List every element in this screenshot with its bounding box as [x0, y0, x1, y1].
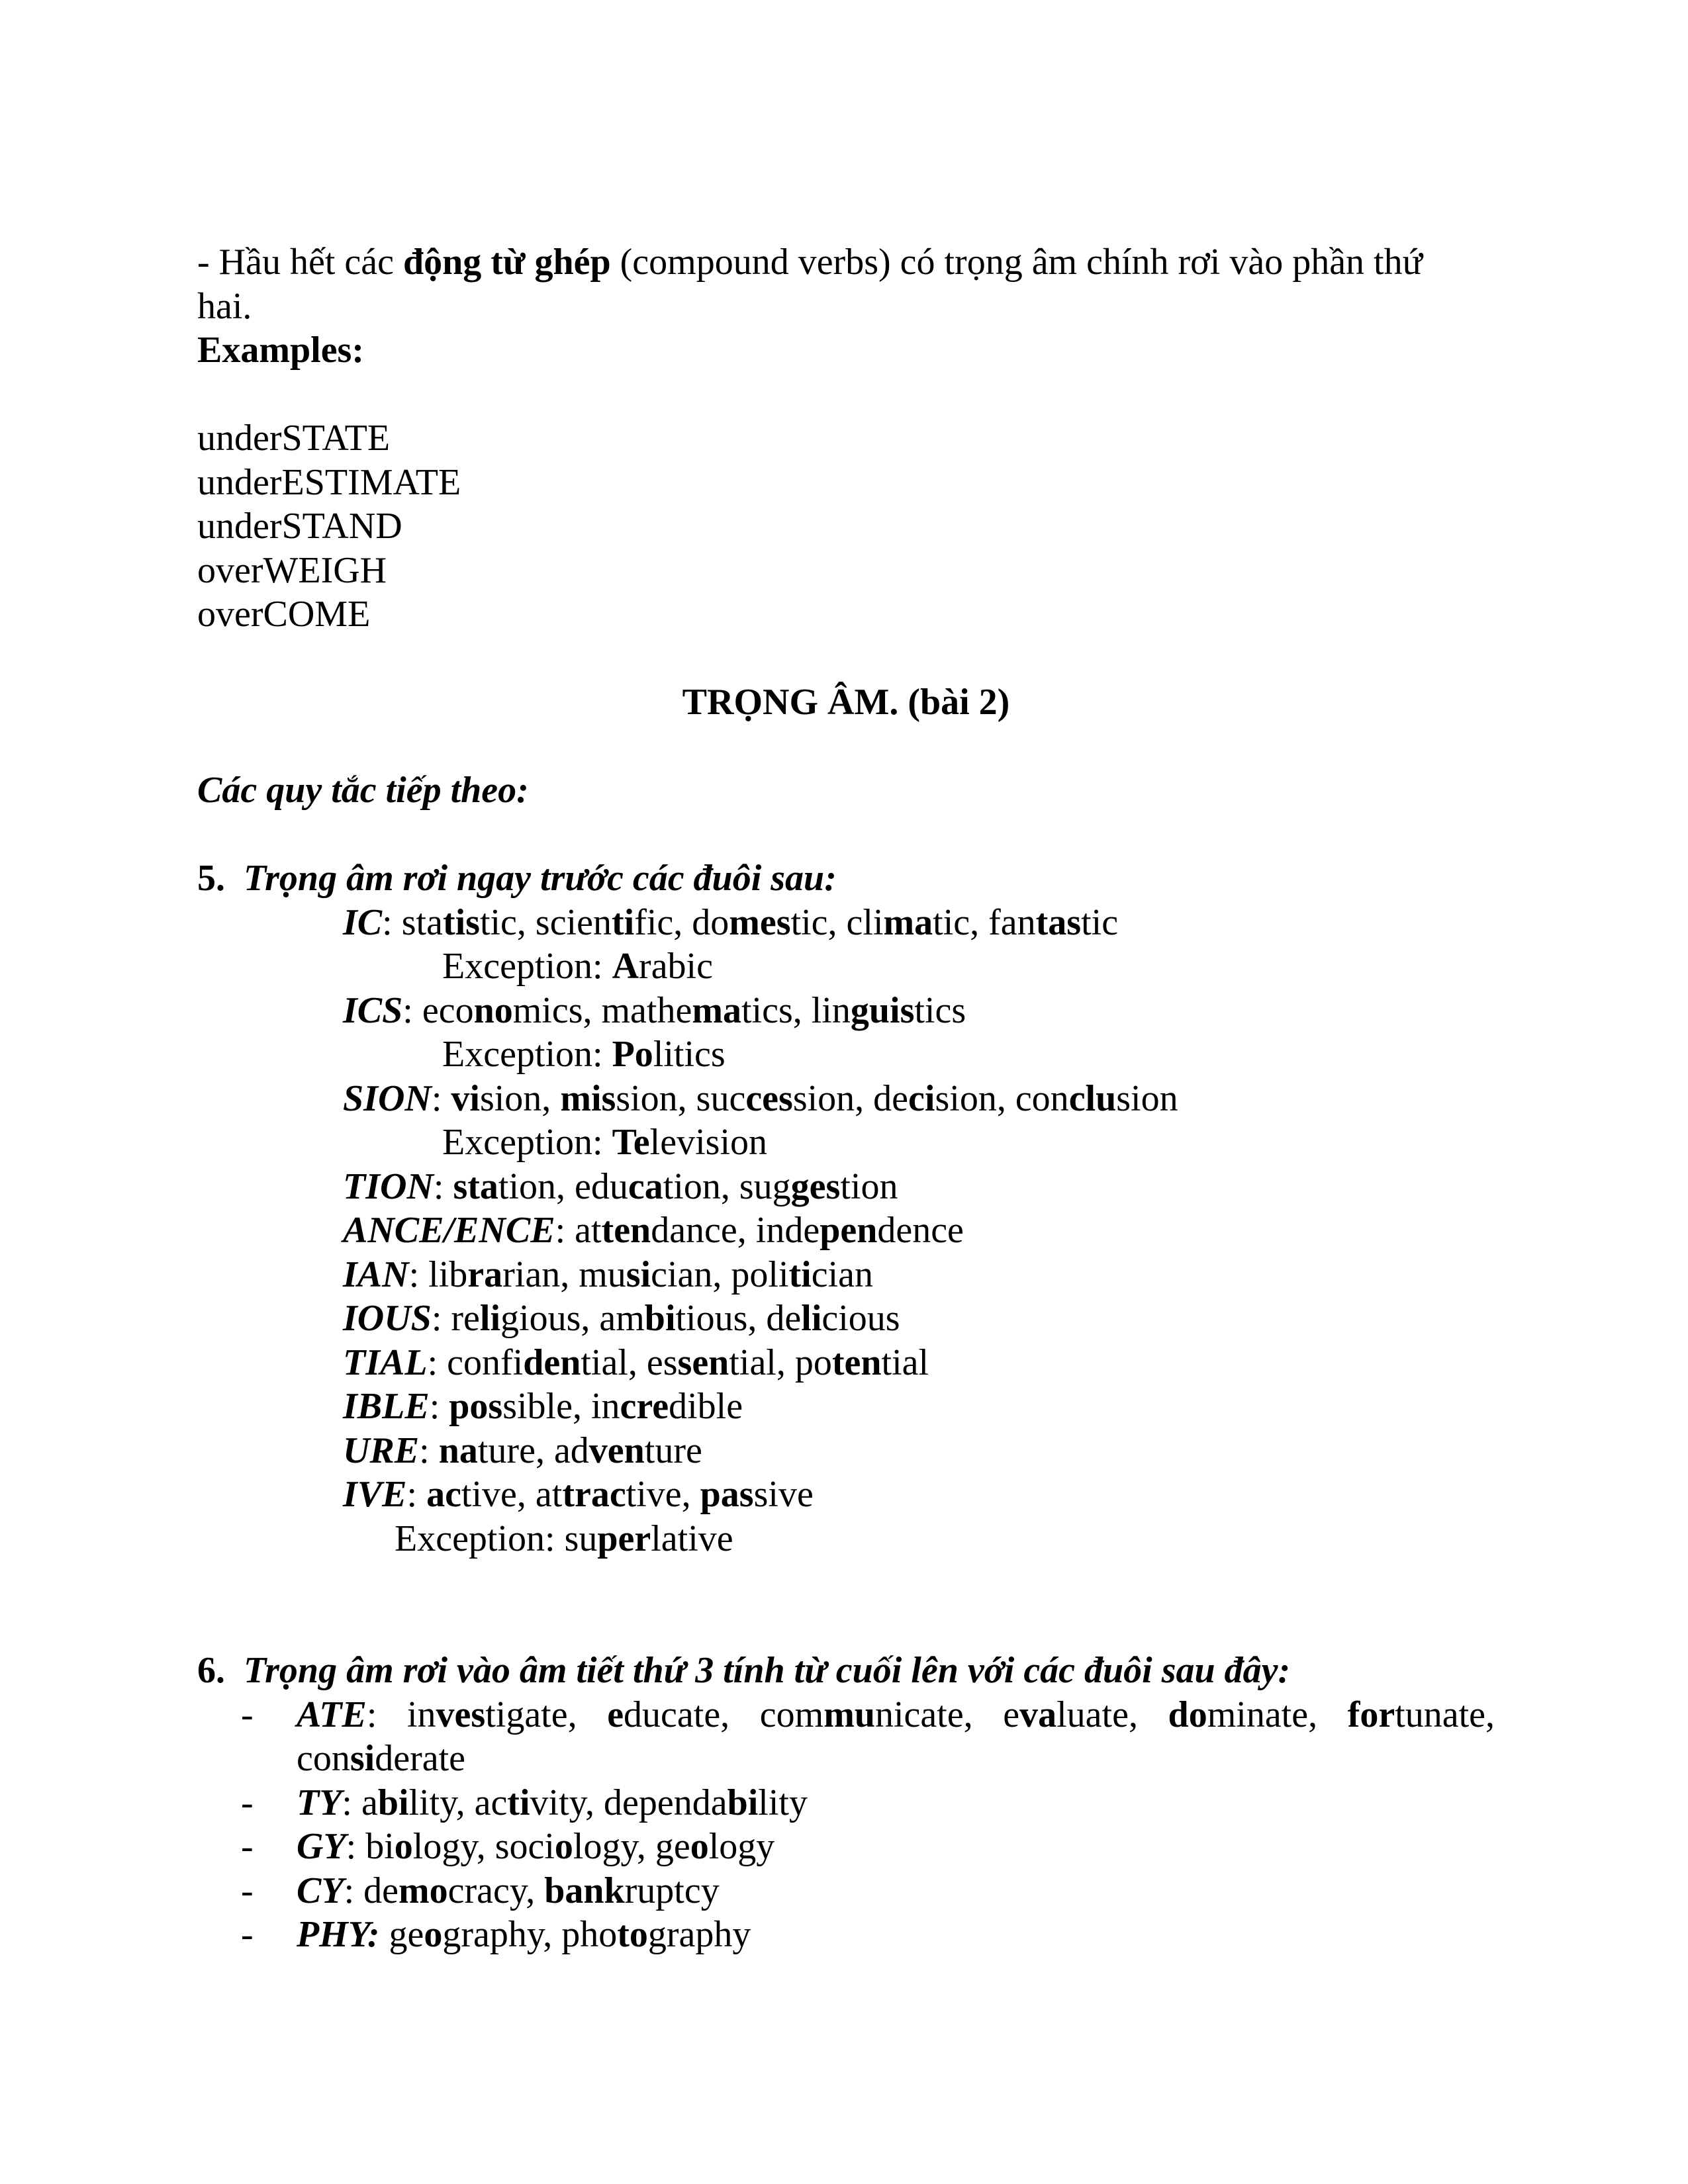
suffix-label: ANCE/ENCE: [343, 1210, 555, 1251]
rule5-tion: TION: station, education, suggestion: [343, 1165, 898, 1207]
suffix-label: IBLE: [343, 1386, 430, 1427]
rule5-ian: IAN: librarian, musician, politician: [343, 1253, 874, 1295]
example-item: overCOME: [197, 594, 371, 635]
rule6-phy: - PHY: geography, photography: [241, 1914, 751, 1955]
blank-line: [197, 637, 1495, 681]
examples-label: [197, 328, 1495, 373]
subtitle: [197, 768, 1495, 813]
rule5-ance: ANCE/ENCE: attendance, independence: [343, 1210, 964, 1251]
suffix-label: ICS: [343, 989, 403, 1031]
rule5-ive: IVE: active, attractive, passive: [343, 1474, 814, 1515]
blank-line: [197, 725, 1495, 769]
suffix-label: TY: [297, 1782, 342, 1823]
example-item: underSTATE: [197, 418, 391, 459]
rule5-sion: SION: vision, mission, succession, decision, conclusion: [343, 1077, 1178, 1119]
rule-heading-text: Trọng âm rơi vào âm tiết thứ 3 tính từ cuối lên với các đuôi sau đây:: [244, 1650, 1291, 1691]
rule5-ious: IOUS: religious, ambitious, delicious: [343, 1298, 900, 1339]
suffix-label: GY: [297, 1826, 346, 1867]
intro-text: - Hầu hết các: [197, 242, 403, 283]
suffix-label: PHY:: [297, 1914, 380, 1955]
rule5-ible: IBLE: possible, incredible: [343, 1386, 743, 1427]
intro-line-1: [197, 240, 1495, 285]
rule5-ics: ICS: economics, mathematics, linguistics: [343, 989, 966, 1031]
rule6-cy: - CY: democracy, bankruptcy: [241, 1870, 720, 1911]
page-title-text: TRỌNG ÂM. (bài 2): [682, 682, 1010, 723]
rule5-ic: IC: statistic, scientific, domestic, climatic, fantastic: [343, 901, 1119, 943]
blank-line: [197, 373, 1495, 417]
rule-number: 6.: [197, 1650, 225, 1691]
blank-line: [197, 1561, 1495, 1605]
rule5-ic-exception: Exception: Arabic: [442, 946, 713, 987]
rule5-sion-exception: Exception: Television: [442, 1122, 767, 1163]
rule5-ive-exception: Exception: superlative: [395, 1518, 733, 1559]
intro-bold: động từ ghép: [402, 242, 611, 283]
suffix-label: IVE: [343, 1474, 407, 1515]
rule-number: 5.: [197, 858, 225, 899]
suffix-label: SION: [343, 1077, 432, 1119]
example-item: underSTAND: [197, 506, 402, 547]
rule5-ics-exception: Exception: Politics: [442, 1034, 726, 1075]
suffix-label: URE: [343, 1430, 420, 1471]
suffix-label: IOUS: [343, 1298, 432, 1339]
rule6-ty: - TY: ability, activity, dependability: [241, 1782, 808, 1823]
suffix-label: ATE: [297, 1694, 367, 1735]
rule5-heading: [197, 856, 1495, 901]
page-title: [197, 680, 1495, 725]
example-item: overWEIGH: [197, 549, 387, 591]
document-page: [197, 240, 1495, 1957]
intro-line-2: hai.: [197, 285, 252, 327]
suffix-label: TION: [343, 1165, 434, 1207]
blank-line: [197, 813, 1495, 857]
examples-label-text: Examples:: [197, 330, 364, 371]
rule5-tial: TIAL: confidential, essential, potential: [343, 1342, 929, 1383]
suffix-label: IC: [343, 901, 383, 943]
suffix-label: TIAL: [343, 1342, 428, 1383]
rule-heading-text: Trọng âm rơi ngay trước các đuôi sau:: [244, 858, 837, 899]
example-item: underESTIMATE: [197, 461, 461, 503]
rule6-gy: - GY: biology, sociology, geology: [241, 1826, 775, 1867]
suffix-label: IAN: [343, 1253, 409, 1295]
rule6-ate: - ATE: investigate, educate, communicate, evaluate, dominate, fortunate, considerate: [241, 1694, 1495, 1779]
rule6-heading: [197, 1649, 1495, 1693]
intro-text: (compound verbs) có trọng âm chính rơi vào phần thứ: [610, 242, 1423, 283]
subtitle-text: Các quy tắc tiếp theo:: [197, 770, 529, 811]
suffix-label: CY: [297, 1870, 344, 1911]
rule5-ure: URE: nature, adventure: [343, 1430, 702, 1471]
blank-line: [197, 1605, 1495, 1649]
